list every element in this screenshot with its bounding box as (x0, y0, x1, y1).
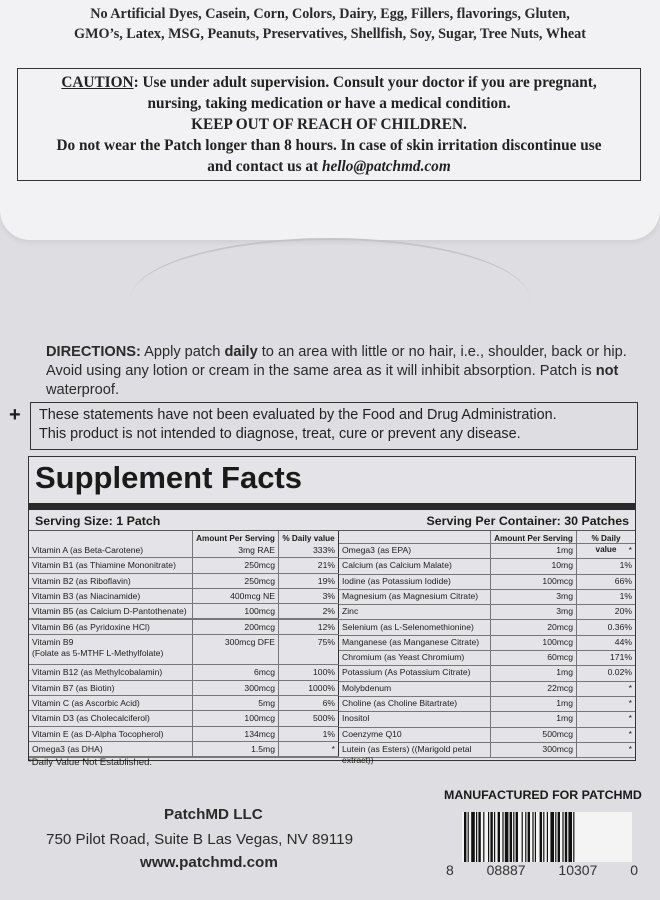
nutrient-dv: 0.36% (607, 621, 632, 632)
nutrient-name-text: Vitamin B5 (as Calcium D-Pantothenate) (32, 606, 187, 617)
nutrient-name: Magnesium (as Magnesium Citrate) (339, 589, 491, 604)
nutrient-amount: 400mcg NE (193, 589, 279, 603)
nutrient-name-text: Vitamin B12 (as Methylcobalamin) (32, 667, 163, 678)
nutrient-amount: 300mcg DFE (193, 635, 279, 665)
allergen-line: No Artificial Dyes, Casein, Corn, Colors, Dairy, Egg, Fillers, flavorings, Gluten, (90, 6, 570, 22)
header-dv: % Daily value (279, 531, 339, 543)
nutrient-name (29, 665, 193, 679)
fda-line: These statements have not been evaluated by the Food and Drug Administration. (39, 407, 557, 423)
thick-divider (29, 503, 635, 510)
nutrient-amount: 5mg (193, 696, 279, 710)
nutrient-dv: 1% (619, 560, 632, 571)
table-row (29, 574, 339, 589)
nutrient-amount: 1mg (491, 665, 577, 680)
table-row (29, 727, 339, 742)
directions-text: waterproof. (46, 382, 120, 398)
nutrient-name: Choline (as Choline Bitartrate) (339, 696, 491, 711)
nutrient-name: Potassium (As Potassium Citrate) (339, 665, 491, 680)
nutrient-dv: * (279, 742, 339, 756)
nutrient-amount: 500mcg (491, 727, 577, 742)
nutrient-name-text: Vitamin E (as D-Alpha Tocopherol) (32, 728, 164, 739)
nutrient-name: Lutein (as Esters) ((Marigold petal extract)) (339, 742, 491, 757)
nutrient-name (29, 604, 193, 618)
nutrient-amount: 6mcg (193, 665, 279, 679)
nutrient-name: Inositol (339, 711, 491, 726)
company-address: 750 Pilot Road, Suite B Las Vegas, NV 89119 (46, 831, 354, 848)
nutrient-name-text: Vitamin C (as Ascorbic Acid) (32, 698, 140, 708)
caution-text: : Use under adult supervision. Consult your doctor if you are pregnant, (133, 74, 597, 91)
nutrient-name-text: Vitamin D3 (as Cholecalciferol) (32, 713, 150, 724)
nutrient-dv: * (628, 698, 632, 708)
nutrient-dv: * (628, 743, 632, 754)
nutrient-amount: 134mcg (193, 727, 279, 741)
nutrient-amount: 100mcg (193, 604, 279, 618)
nutrient-amount: 200mcg (193, 620, 279, 634)
nutrient-dv: 44% (614, 636, 632, 647)
nutrient-name: Molybdenum (339, 681, 491, 696)
directions-emphasis: daily (224, 344, 258, 360)
nutrient-name-text: Vitamin B7 (as Biotin) (32, 682, 115, 693)
nutrient-name-text: Vitamin B6 (as Pyridoxine HCl) (32, 621, 150, 632)
nutrient-amount: 10mg (491, 558, 577, 573)
barcode-digit-group: 10307 (558, 862, 598, 878)
nutrient-name-text: (Folate as 5-MTHF L-Methylfolate) (32, 647, 164, 658)
table-row (29, 696, 339, 711)
header-blank (339, 531, 491, 543)
table-row (29, 681, 339, 696)
nutrient-dv: 500% (279, 711, 339, 725)
nutrient-name-text: Vitamin B3 (as Niacinamide) (32, 590, 141, 601)
header-amount: Amount Per Serving (193, 531, 279, 543)
nutrient-name-text: Vitamin B9 (32, 636, 74, 647)
nutrient-dv: 0.02% (607, 667, 632, 678)
nutrient-name-text: Vitamin B2 (as Riboflavin) (32, 575, 131, 586)
nutrient-dv: 171% (610, 652, 632, 663)
allergen-statement (12, 4, 648, 44)
supplement-facts-title: Supplement Facts (35, 460, 302, 495)
nutrient-dv: * (628, 545, 632, 555)
table-row (29, 742, 339, 757)
company-website: www.patchmd.com (140, 854, 278, 871)
nutrient-name (29, 635, 193, 665)
caution-box (17, 68, 641, 181)
nutrient-dv: * (628, 728, 632, 739)
nutrient-name-text: Omega3 (as DHA) (32, 743, 103, 754)
nutrient-dv: 3% (279, 589, 339, 603)
barcode (462, 812, 632, 862)
header-dv: % Daily value (591, 534, 621, 554)
barcode-digit-group: 08887 (486, 862, 526, 878)
nutrient-name (29, 681, 193, 695)
nutrient-amount: 100mcg (193, 711, 279, 725)
nutrient-name (29, 727, 193, 741)
nutrient-amount: 100mcg (491, 574, 577, 589)
nutrient-dv: 19% (279, 574, 339, 588)
nutrient-amount: 250mcg (193, 574, 279, 588)
nutrient-amount: 20mcg (491, 620, 577, 635)
serving-size: Serving Size: 1 Patch (35, 514, 161, 528)
nutrient-name (29, 543, 193, 557)
nutrient-amount: 1mg (491, 543, 577, 558)
daily-value-note: *Daily Value Not Established. (28, 757, 153, 768)
servings-per-container: Serving Per Container: 30 Patches (426, 514, 629, 528)
nutrient-amount: 300mcg (193, 681, 279, 695)
nutrient-dv: 12% (279, 620, 339, 634)
nutrient-amount: 1mg (491, 696, 577, 711)
table-row (29, 543, 339, 558)
nutrient-dv: 100% (279, 665, 339, 679)
nutrient-name: Coenzyme Q10 (339, 727, 491, 742)
barcode-digit-group: 8 (446, 862, 454, 878)
nutrient-dv: 333% (279, 543, 339, 557)
nutrient-name: Calcium (as Calcium Malate) (339, 558, 491, 573)
nutrient-name (29, 620, 193, 634)
table-row (29, 620, 339, 635)
nutrient-dv: 6% (279, 696, 339, 710)
nutrient-dv: * (628, 682, 632, 693)
caution-label: CAUTION (61, 74, 134, 91)
nutrient-name (29, 696, 193, 710)
nutrient-amount: 60mcg (491, 650, 577, 665)
nutrient-dv: 75% (279, 635, 339, 665)
barcode-digits (446, 862, 638, 878)
nutrient-amount: 3mg RAE (193, 543, 279, 557)
header-blank (29, 531, 193, 543)
nutrient-dv: 2% (279, 604, 339, 618)
nutrient-name-text: Vitamin A (as Beta-Carotene) (32, 545, 144, 555)
caution-text: Do not wear the Patch longer than 8 hours. In case of skin irritation discontinue use (56, 137, 602, 154)
nutrient-amount: 1.5mg (193, 742, 279, 756)
nutrient-name: Chromium (as Yeast Chromium) (339, 650, 491, 665)
fda-line: This product is not intended to diagnose, treat, cure or prevent any disease. (39, 426, 521, 442)
nutrient-name: Selenium (as L-Selenomethionine) (339, 620, 491, 635)
nutrient-name: Zinc (339, 604, 491, 619)
nutrient-amount: 1mg (491, 711, 577, 726)
header-amount: Amount Per Serving (491, 531, 577, 543)
table-row (29, 604, 339, 619)
manufactured-for: MANUFACTURED FOR PATCHMD (444, 788, 642, 802)
contact-email: hello@patchmd.com (322, 158, 451, 175)
nutrient-name (29, 558, 193, 572)
table-row (29, 711, 339, 726)
barcode-digit-group: 0 (630, 862, 638, 878)
nutrient-dv: 1% (619, 590, 632, 601)
keep-out-warning: KEEP OUT OF REACH OF CHILDREN. (191, 116, 467, 133)
directions-emphasis: not (595, 363, 619, 379)
nutrient-name: Omega3 (as EPA) (339, 543, 491, 558)
nutrient-name-text: Vitamin B1 (as Thiamine Mononitrate) (32, 560, 176, 571)
table-row (29, 665, 339, 680)
nutrient-name (29, 742, 193, 756)
nutrient-amount: 300mcg (491, 742, 577, 757)
table-row (29, 589, 339, 604)
fda-disclaimer (30, 402, 638, 450)
nutrient-amount: 3mg (491, 604, 577, 619)
table-row (29, 635, 339, 666)
flap-slot (130, 238, 530, 300)
allergen-line: GMO’s, Latex, MSG, Peanuts, Preservatives, Shellfish, Soy, Sugar, Tree Nuts, Wheat (74, 26, 586, 42)
nutrient-dv: 1000% (279, 681, 339, 695)
nutrient-dv: * (628, 713, 632, 724)
nutrient-name (29, 711, 193, 725)
nutrient-dv: 1% (279, 727, 339, 741)
nutrient-name: Iodine (as Potassium Iodide) (339, 574, 491, 589)
table-row (29, 558, 339, 573)
plus-icon: + (9, 404, 21, 426)
caution-text: nursing, taking medication or have a medical condition. (147, 95, 511, 112)
nutrient-amount: 250mcg (193, 558, 279, 572)
directions-text: Apply patch (140, 344, 225, 360)
nutrient-amount: 100mcg (491, 635, 577, 650)
directions-text: to an area with little or no hair, i.e., shoulder, back or hip. Avoid using any lotion or cream in the same area as it will inhibit absorption. Patch is (46, 344, 627, 379)
directions-label: DIRECTIONS: (46, 344, 141, 360)
nutrient-dv: 21% (279, 558, 339, 572)
nutrient-dv: 66% (614, 575, 632, 586)
nutrient-amount: 3mg (491, 589, 577, 604)
nutrient-dv: 20% (614, 606, 632, 617)
directions (46, 343, 636, 400)
nutrient-name (29, 589, 193, 603)
company-name: PatchMD LLC (164, 806, 263, 823)
caution-text: and contact us at (207, 158, 322, 175)
nutrient-name (29, 574, 193, 588)
nutrient-amount: 22mcg (491, 681, 577, 696)
nutrient-name: Manganese (as Manganese Citrate) (339, 635, 491, 650)
